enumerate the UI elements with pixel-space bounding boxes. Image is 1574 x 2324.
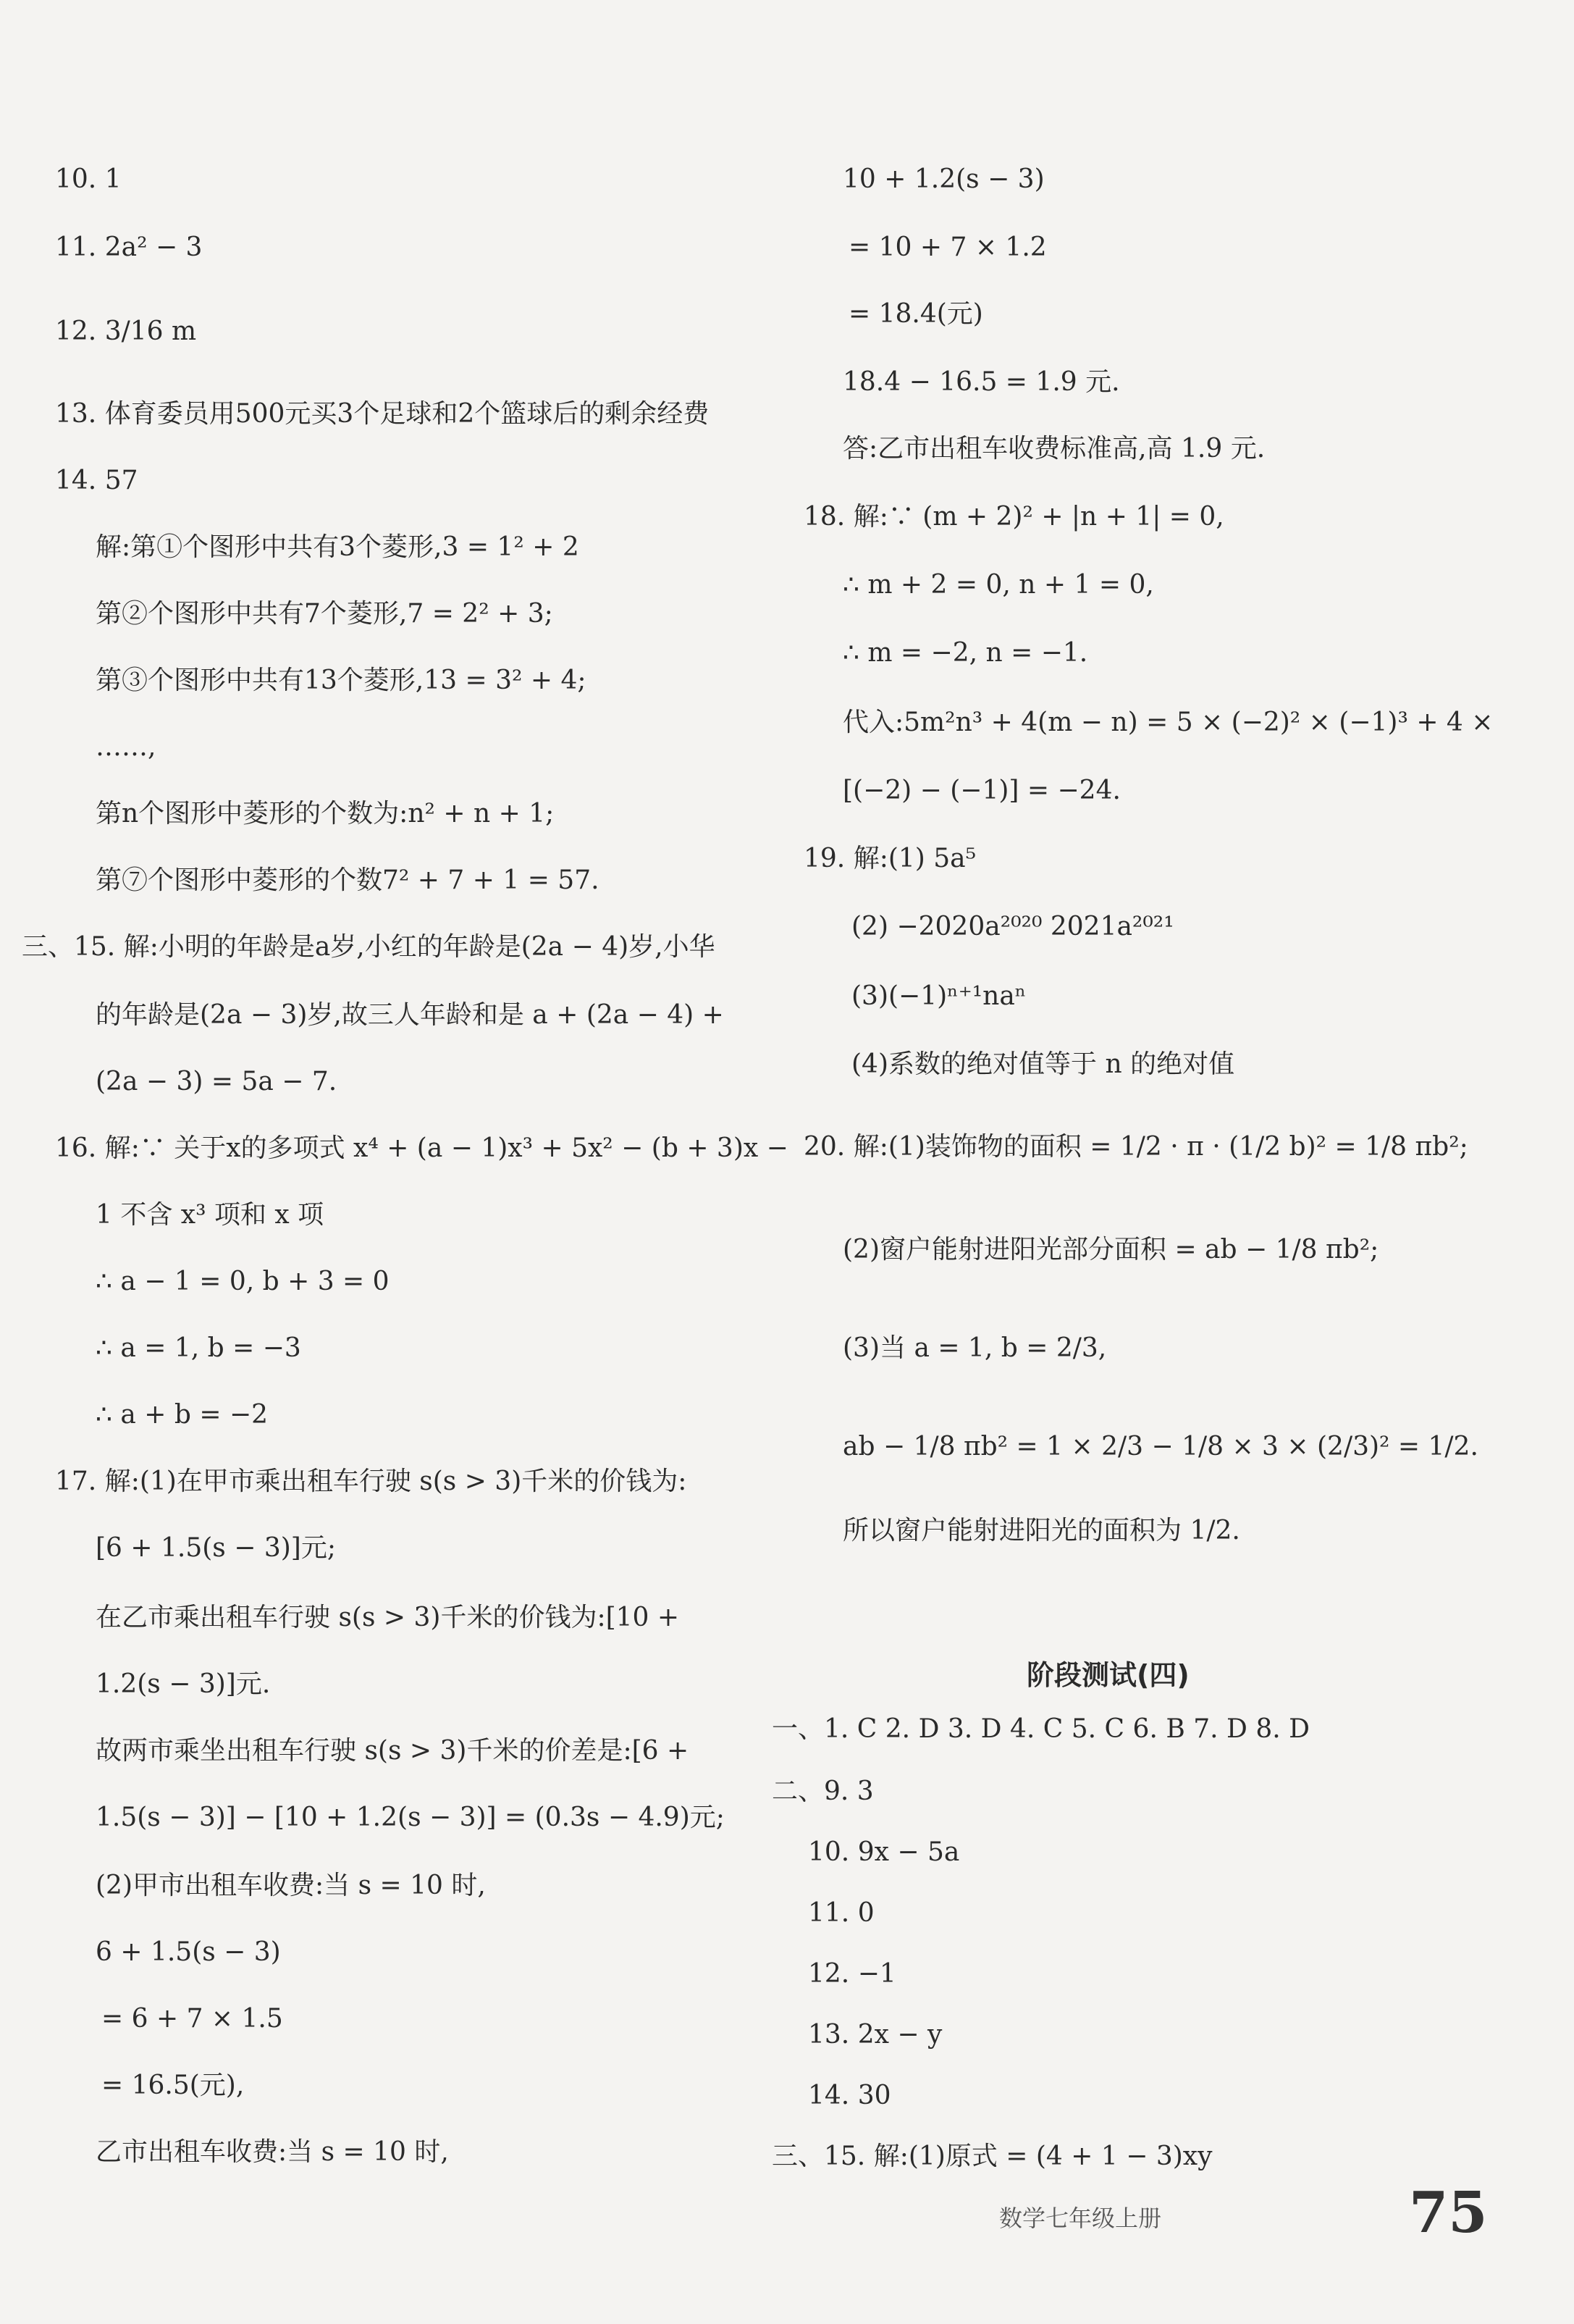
solution-line: 1.5(s − 3)] − [10 + 1.2(s − 3)] = (0.3s − 4.9)元; [96, 1803, 725, 1832]
solution-line: 16. 解:∵ 关于x的多项式 x⁴ + (a − 1)x³ + 5x² − (b + 3)x − [55, 1133, 788, 1163]
solution-line: [6 + 1.5(s − 3)]元; [96, 1533, 336, 1563]
solution-line: ∴ m = −2, n = −1. [843, 638, 1088, 668]
solution-line: 的年龄是(2a − 3)岁,故三人年龄和是 a + (2a − 4) + [96, 1000, 724, 1030]
answer-line: 12. −1 [808, 1959, 896, 1989]
solution-line: (2)甲市出租车收费:当 s = 10 时, [96, 1871, 486, 1900]
solution-line: 三、15. 解:小明的年龄是a岁,小红的年龄是(2a − 4)岁,小华 [22, 932, 715, 962]
solution-line: [(−2) − (−1)] = −24. [843, 776, 1121, 805]
answer-line: 13. 2x − y [808, 2020, 943, 2050]
solution-line: 17. 解:(1)在甲市乘出租车行驶 s(s > 3)千米的价钱为: [55, 1467, 687, 1496]
solution-line: (2) −2020a²⁰²⁰ 2021a²⁰²¹ [851, 912, 1174, 941]
solution-line: = 18.4(元) [849, 299, 983, 329]
solution-line: ∴ a = 1, b = −3 [96, 1333, 301, 1363]
answer-line: 11. 0 [808, 1898, 875, 1928]
answer-line: 二、9. 3 [772, 1776, 874, 1806]
solution-line: (2)窗户能射进阳光部分面积 = ab − 1/8 πb²; [843, 1235, 1379, 1264]
answer-line: 13. 体育委员用500元买3个足球和2个篮球后的剩余经费 [55, 399, 710, 429]
solution-line: 6 + 1.5(s − 3) [96, 1937, 281, 1967]
solution-line: 第③个图形中共有13个菱形,13 = 3² + 4; [96, 666, 586, 695]
answer-line: 一、1. C 2. D 3. D 4. C 5. C 6. B 7. D 8. D [772, 1714, 1310, 1744]
solution-line: 1.2(s − 3)]元. [96, 1669, 271, 1699]
solution-line: (3)当 a = 1, b = 2/3, [843, 1333, 1107, 1363]
solution-line: 第②个图形中共有7个菱形,7 = 2² + 3; [96, 599, 553, 629]
solution-line: 19. 解:(1) 5a⁵ [804, 844, 977, 873]
solution-line: ∴ m + 2 = 0, n + 1 = 0, [843, 570, 1154, 600]
solution-line: ab − 1/8 πb² = 1 × 2/3 − 1/8 × 3 × (2/3)² = 1/2. [843, 1432, 1478, 1461]
solution-line: 第⑦个图形中菱形的个数7² + 7 + 1 = 57. [96, 865, 599, 895]
solution-line: 代入:5m²n³ + 4(m − n) = 5 × (−2)² × (−1)³ + 4 × [843, 708, 1494, 737]
solution-line: = 10 + 7 × 1.2 [849, 232, 1047, 262]
footer-title: 数学七年级上册 [999, 2205, 1162, 2232]
solution-line: (4)系数的绝对值等于 n 的绝对值 [851, 1049, 1235, 1079]
solution-line: 18. 解:∵ (m + 2)² + |n + 1| = 0, [804, 502, 1224, 532]
answer-line: 10. 1 [55, 164, 122, 194]
solution-line: 解:第①个图形中共有3个菱形,3 = 1² + 2 [96, 532, 579, 562]
page-number: 75 [1409, 2180, 1488, 2246]
answer-line: 11. 2a² − 3 [55, 232, 203, 262]
solution-line: (3)(−1)ⁿ⁺¹naⁿ [851, 981, 1027, 1011]
solution-line: 答:乙市出租车收费标准高,高 1.9 元. [843, 434, 1266, 463]
solution-line: ……, [96, 732, 156, 762]
answer-line: 14. 57 [55, 466, 138, 495]
answer-line: 10. 9x − 5a [808, 1837, 960, 1867]
solution-line: = 16.5(元), [101, 2071, 245, 2100]
solution-line: = 6 + 7 × 1.5 [101, 2004, 283, 2034]
solution-line: (2a − 3) = 5a − 7. [96, 1067, 337, 1096]
solution-line: 第n个图形中菱形的个数为:n² + n + 1; [96, 799, 555, 828]
solution-line: 20. 解:(1)装饰物的面积 = 1/2 · π · (1/2 b)² = 1/8 πb²; [804, 1132, 1468, 1162]
solution-line: 在乙市乘出租车行驶 s(s > 3)千米的价钱为:[10 + [96, 1603, 680, 1632]
solution-line: 18.4 − 16.5 = 1.9 元. [843, 367, 1120, 397]
solution-line: ∴ a − 1 = 0, b + 3 = 0 [96, 1267, 390, 1296]
solution-line: 故两市乘坐出租车行驶 s(s > 3)千米的价差是:[6 + [96, 1736, 689, 1766]
solution-line: ∴ a + b = −2 [96, 1400, 269, 1430]
solution-line: 10 + 1.2(s − 3) [843, 164, 1045, 194]
answer-line: 三、15. 解:(1)原式 = (4 + 1 − 3)xy [772, 2141, 1213, 2171]
answer-line: 12. 3/16 m [55, 316, 197, 346]
solution-line: 所以窗户能射进阳光的面积为 1/2. [843, 1516, 1240, 1545]
solution-line: 乙市出租车收费:当 s = 10 时, [96, 2137, 449, 2167]
answer-line: 14. 30 [808, 2081, 891, 2110]
solution-line: 1 不含 x³ 项和 x 项 [96, 1200, 324, 1230]
section-title: 阶段测试(四) [1027, 1659, 1190, 1691]
